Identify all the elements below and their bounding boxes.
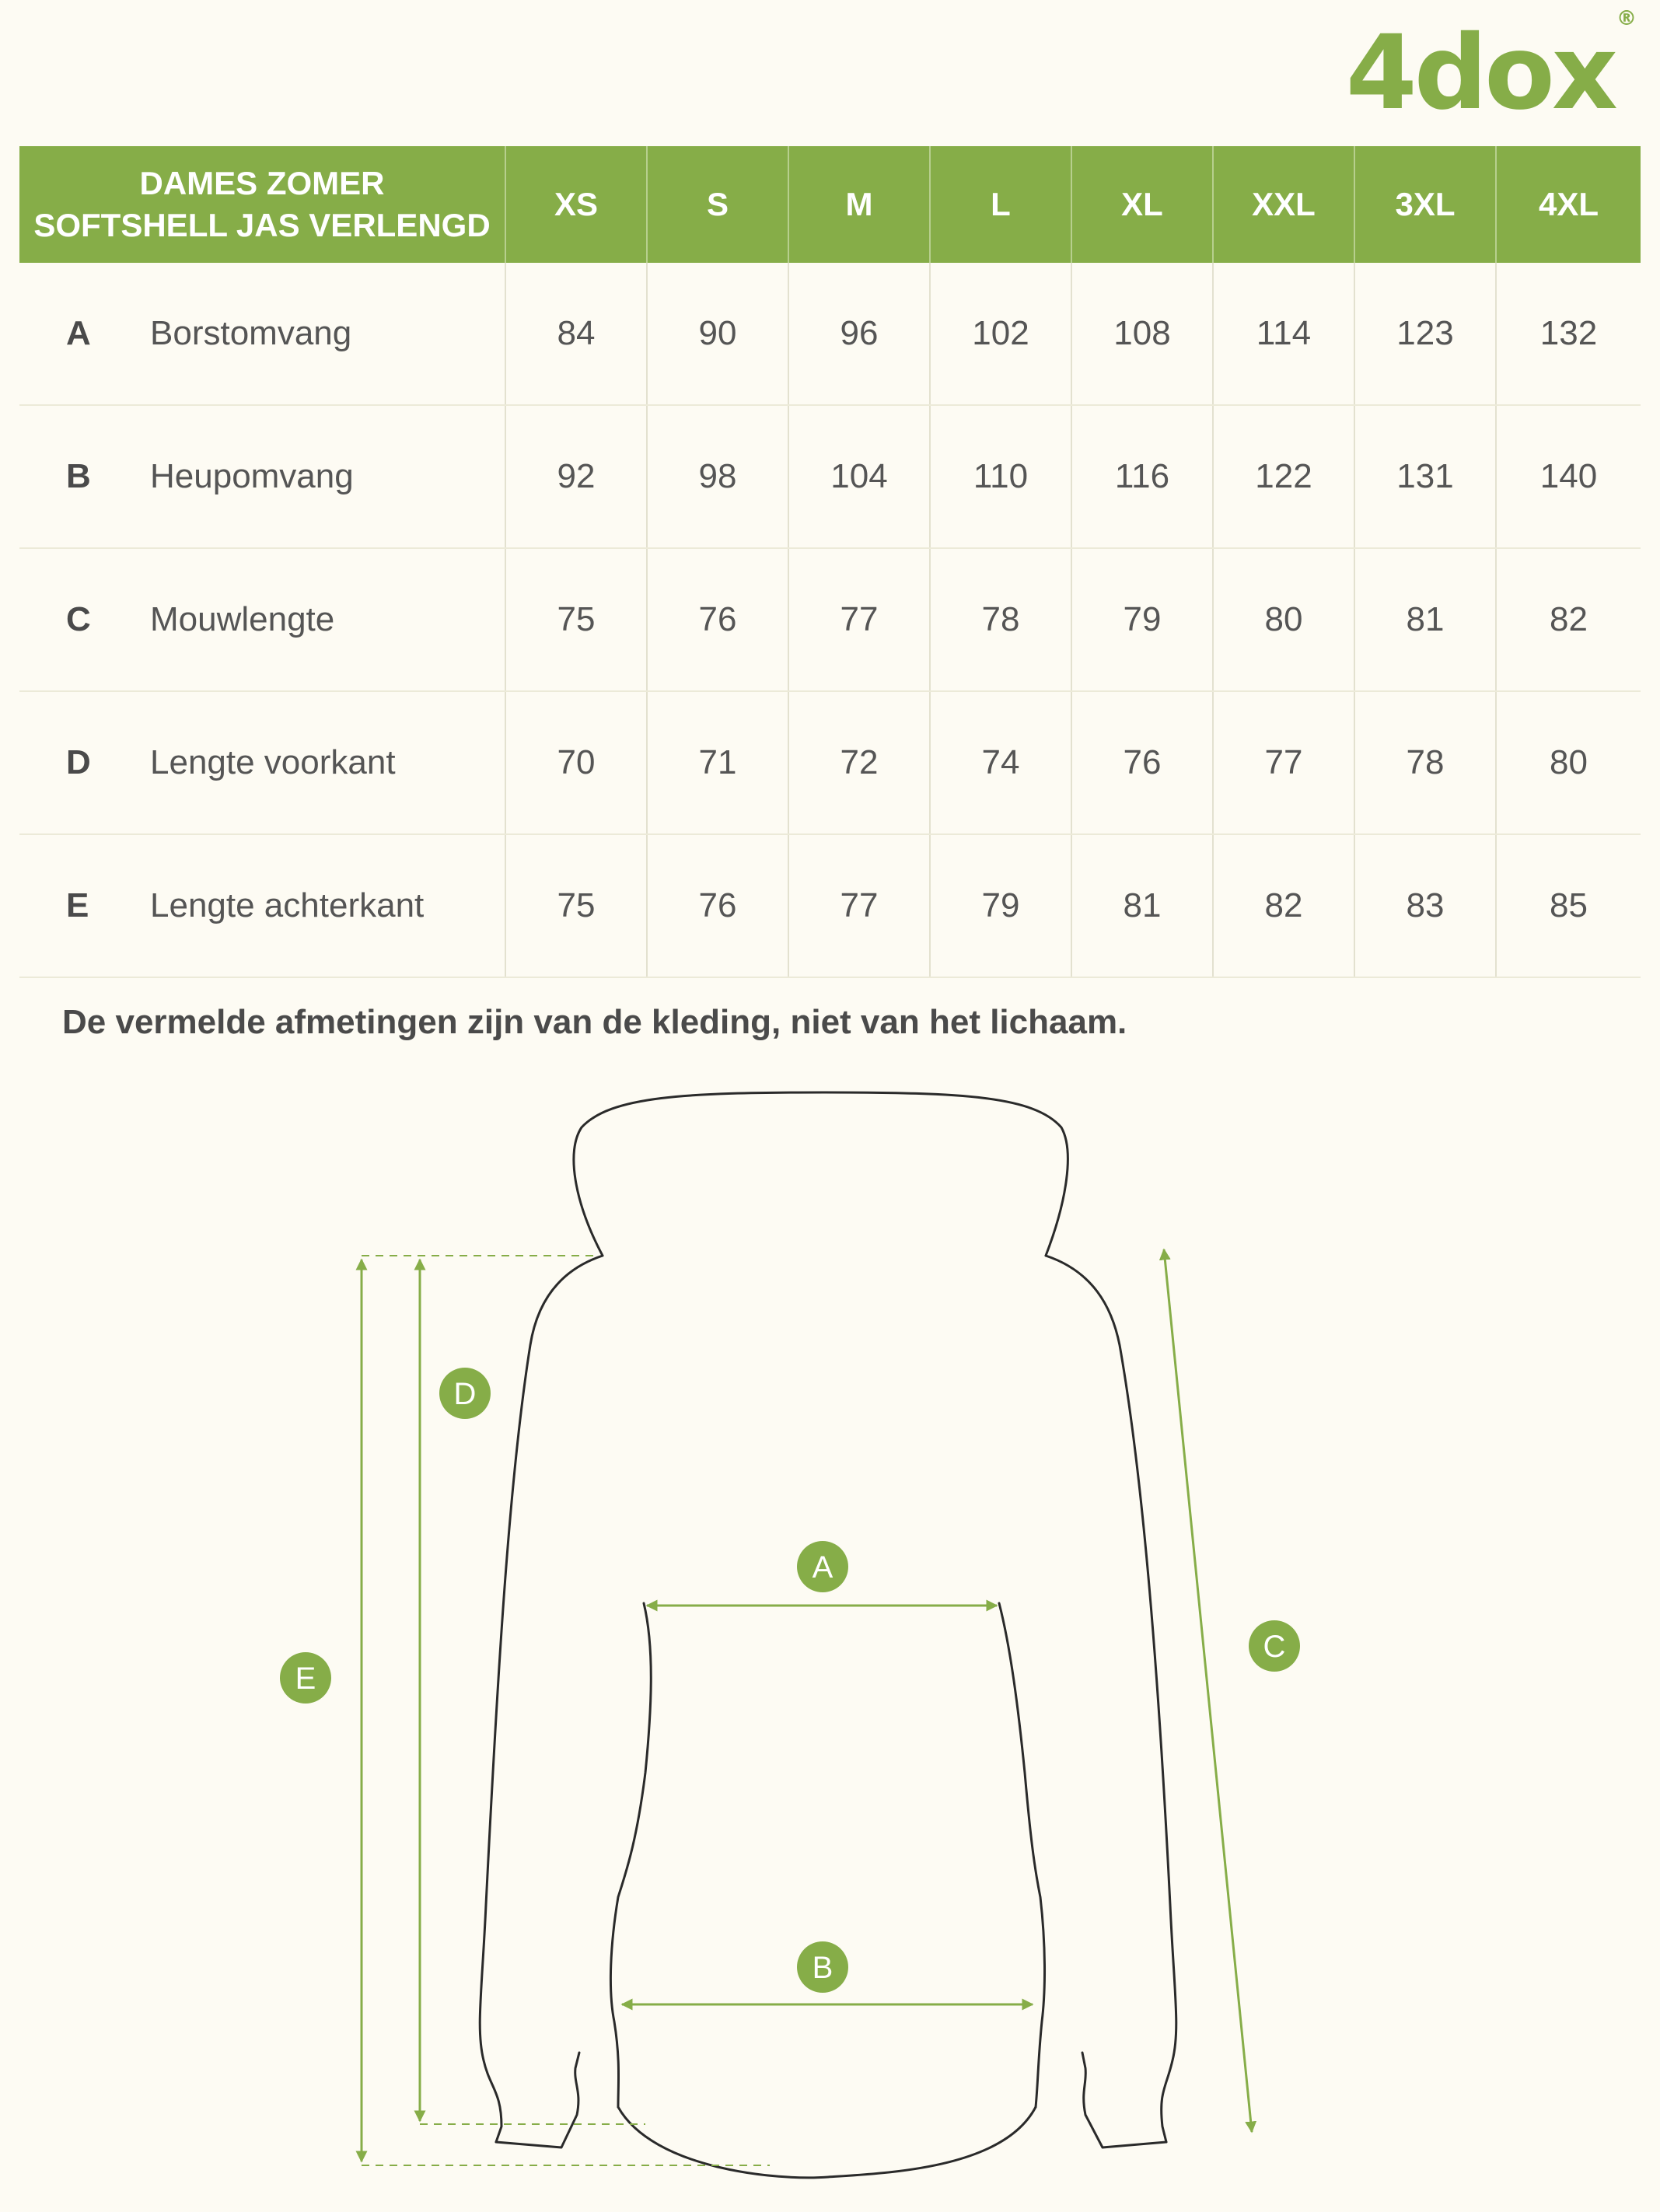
measurement-arrows — [362, 1249, 1252, 2161]
marker-d — [439, 1368, 491, 1419]
table-cell: 90 — [647, 263, 788, 405]
left-inner-outline — [610, 1603, 651, 2107]
size-header: XS — [505, 146, 647, 263]
table-cell: 131 — [1354, 405, 1496, 548]
table-cell: 84 — [505, 263, 647, 405]
size-header: 4XL — [1496, 146, 1641, 263]
measurement-name: Lengte voorkant — [150, 743, 396, 781]
guide-lines — [362, 1256, 770, 2165]
measurement-letter: C — [66, 600, 91, 638]
table-cell: 77 — [1213, 691, 1354, 834]
table-cell: 70 — [505, 691, 647, 834]
marker-e — [280, 1652, 331, 1704]
table-cell: 78 — [930, 548, 1071, 691]
table-cell: 79 — [1071, 548, 1213, 691]
table-cell: 80 — [1496, 691, 1641, 834]
table-cell: 77 — [788, 834, 930, 977]
table-cell: 85 — [1496, 834, 1641, 977]
table-cell: 110 — [930, 405, 1071, 548]
table-cell: 75 — [505, 834, 647, 977]
table-cell: 81 — [1071, 834, 1213, 977]
table-cell: 77 — [788, 548, 930, 691]
table-cell: 92 — [505, 405, 647, 548]
marker-a-label: A — [812, 1550, 833, 1585]
measurement-letter: B — [66, 457, 91, 495]
table-cell: 71 — [647, 691, 788, 834]
arrow-c — [1164, 1249, 1252, 2132]
measurement-name: Heupomvang — [150, 457, 354, 495]
size-header: XL — [1071, 146, 1213, 263]
table-cell: 116 — [1071, 405, 1213, 548]
hem-outline — [618, 2107, 1036, 2178]
size-header: L — [930, 146, 1071, 263]
table-cell: 82 — [1213, 834, 1354, 977]
measurement-name: Mouwlengte — [150, 600, 335, 638]
table-cell: 72 — [788, 691, 930, 834]
table-cell: 82 — [1496, 548, 1641, 691]
table-cell: 96 — [788, 263, 930, 405]
measurement-letter: A — [66, 314, 91, 352]
size-header: M — [788, 146, 930, 263]
left-cuff-outline — [496, 2053, 579, 2147]
table-cell: 114 — [1213, 263, 1354, 405]
table-cell: 74 — [930, 691, 1071, 834]
size-header: 3XL — [1354, 146, 1496, 263]
size-header: S — [647, 146, 788, 263]
right-cuff-outline — [1082, 2053, 1166, 2147]
table-cell: 140 — [1496, 405, 1641, 548]
table-cell: 76 — [1071, 691, 1213, 834]
measurement-letter: E — [66, 886, 89, 924]
hood-outline — [574, 1092, 1068, 1256]
size-header: XXL — [1213, 146, 1354, 263]
marker-e-label: E — [295, 1662, 316, 1696]
measurement-letter: D — [66, 743, 91, 781]
table-cell: 76 — [647, 834, 788, 977]
table-cell: 123 — [1354, 263, 1496, 405]
marker-d-label: D — [453, 1377, 477, 1411]
table-cell: 98 — [647, 405, 788, 548]
marker-b-label: B — [812, 1951, 833, 1985]
table-cell: 108 — [1071, 263, 1213, 405]
right-body-outline — [1046, 1256, 1176, 2142]
product-title-line1: DAMES ZOMER — [139, 165, 385, 201]
jacket-outline — [480, 1092, 1176, 2178]
table-cell: 132 — [1496, 263, 1641, 405]
table-cell: 102 — [930, 263, 1071, 405]
right-inner-outline — [999, 1603, 1045, 2107]
table-cell: 78 — [1354, 691, 1496, 834]
measurement-name: Borstomvang — [150, 314, 352, 352]
table-cell: 79 — [930, 834, 1071, 977]
table-cell: 122 — [1213, 405, 1354, 548]
table-cell: 76 — [647, 548, 788, 691]
measurement-name: Lengte achterkant — [150, 886, 425, 924]
marker-c-label: C — [1263, 1630, 1286, 1664]
table-cell: 80 — [1213, 548, 1354, 691]
brand-name: 4dox — [1345, 13, 1615, 133]
table-cell: 75 — [505, 548, 647, 691]
table-cell: 83 — [1354, 834, 1496, 977]
table-cell: 81 — [1354, 548, 1496, 691]
marker-a — [797, 1541, 848, 1592]
marker-b — [797, 1941, 848, 1993]
marker-c — [1249, 1620, 1300, 1672]
measurement-note: De vermelde afmetingen zijn van de kleding, niet van het lichaam. — [62, 1003, 1127, 1041]
left-body-outline — [480, 1256, 603, 2142]
table-cell: 104 — [788, 405, 930, 548]
product-title-line2: SOFTSHELL JAS VERLENGD — [33, 207, 491, 243]
registered-mark: ® — [1616, 7, 1637, 30]
